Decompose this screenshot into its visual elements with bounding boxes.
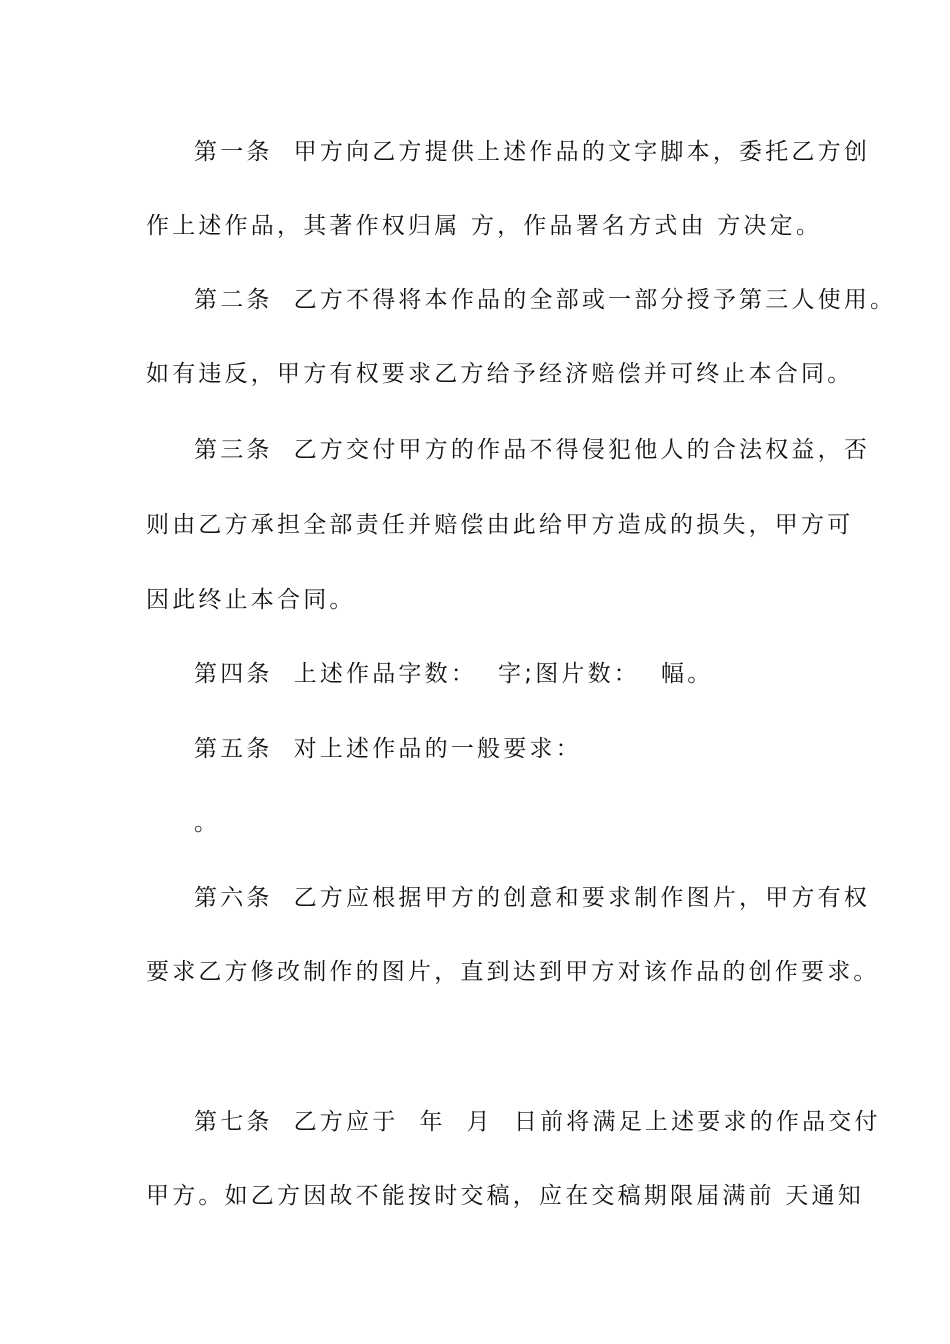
article-1-line-2: 作上述作品，其著作权归属 方，作品署名方式由 方决定。 [146,213,823,239]
article-5-line-1: 第五条 对上述作品的一般要求： [194,736,582,762]
article-3-line-2: 则由乙方承担全部责任并赔偿由此给甲方造成的损失，甲方可 [146,512,854,538]
article-1-line-1: 第一条 甲方向乙方提供上述作品的文字脚本，委托乙方创 [194,139,871,165]
article-2-line-1: 第二条 乙方不得将本作品的全部或一部分授予第三人使用。 [194,287,897,313]
article-5-line-2: 。 [194,810,221,836]
article-4-line-1: 第四条 上述作品字数： 字;图片数： 幅。 [194,661,714,687]
article-6-line-2: 要求乙方修改制作的图片，直到达到甲方对该作品的创作要求。 [146,959,880,985]
article-7-line-2: 甲方。如乙方因故不能按时交稿，应在交稿期限届满前 天通知 [146,1183,864,1209]
article-7-line-1: 第七条 乙方应于 年 月 日前将满足上述要求的作品交付 [194,1109,881,1135]
article-3-line-3: 因此终止本合同。 [146,587,356,613]
article-3-line-1: 第三条 乙方交付甲方的作品不得侵犯他人的合法权益，否 [194,437,871,463]
article-6-line-1: 第六条 乙方应根据甲方的创意和要求制作图片，甲方有权 [194,885,871,911]
article-2-line-2: 如有违反，甲方有权要求乙方给予经济赔偿并可终止本合同。 [146,361,854,387]
